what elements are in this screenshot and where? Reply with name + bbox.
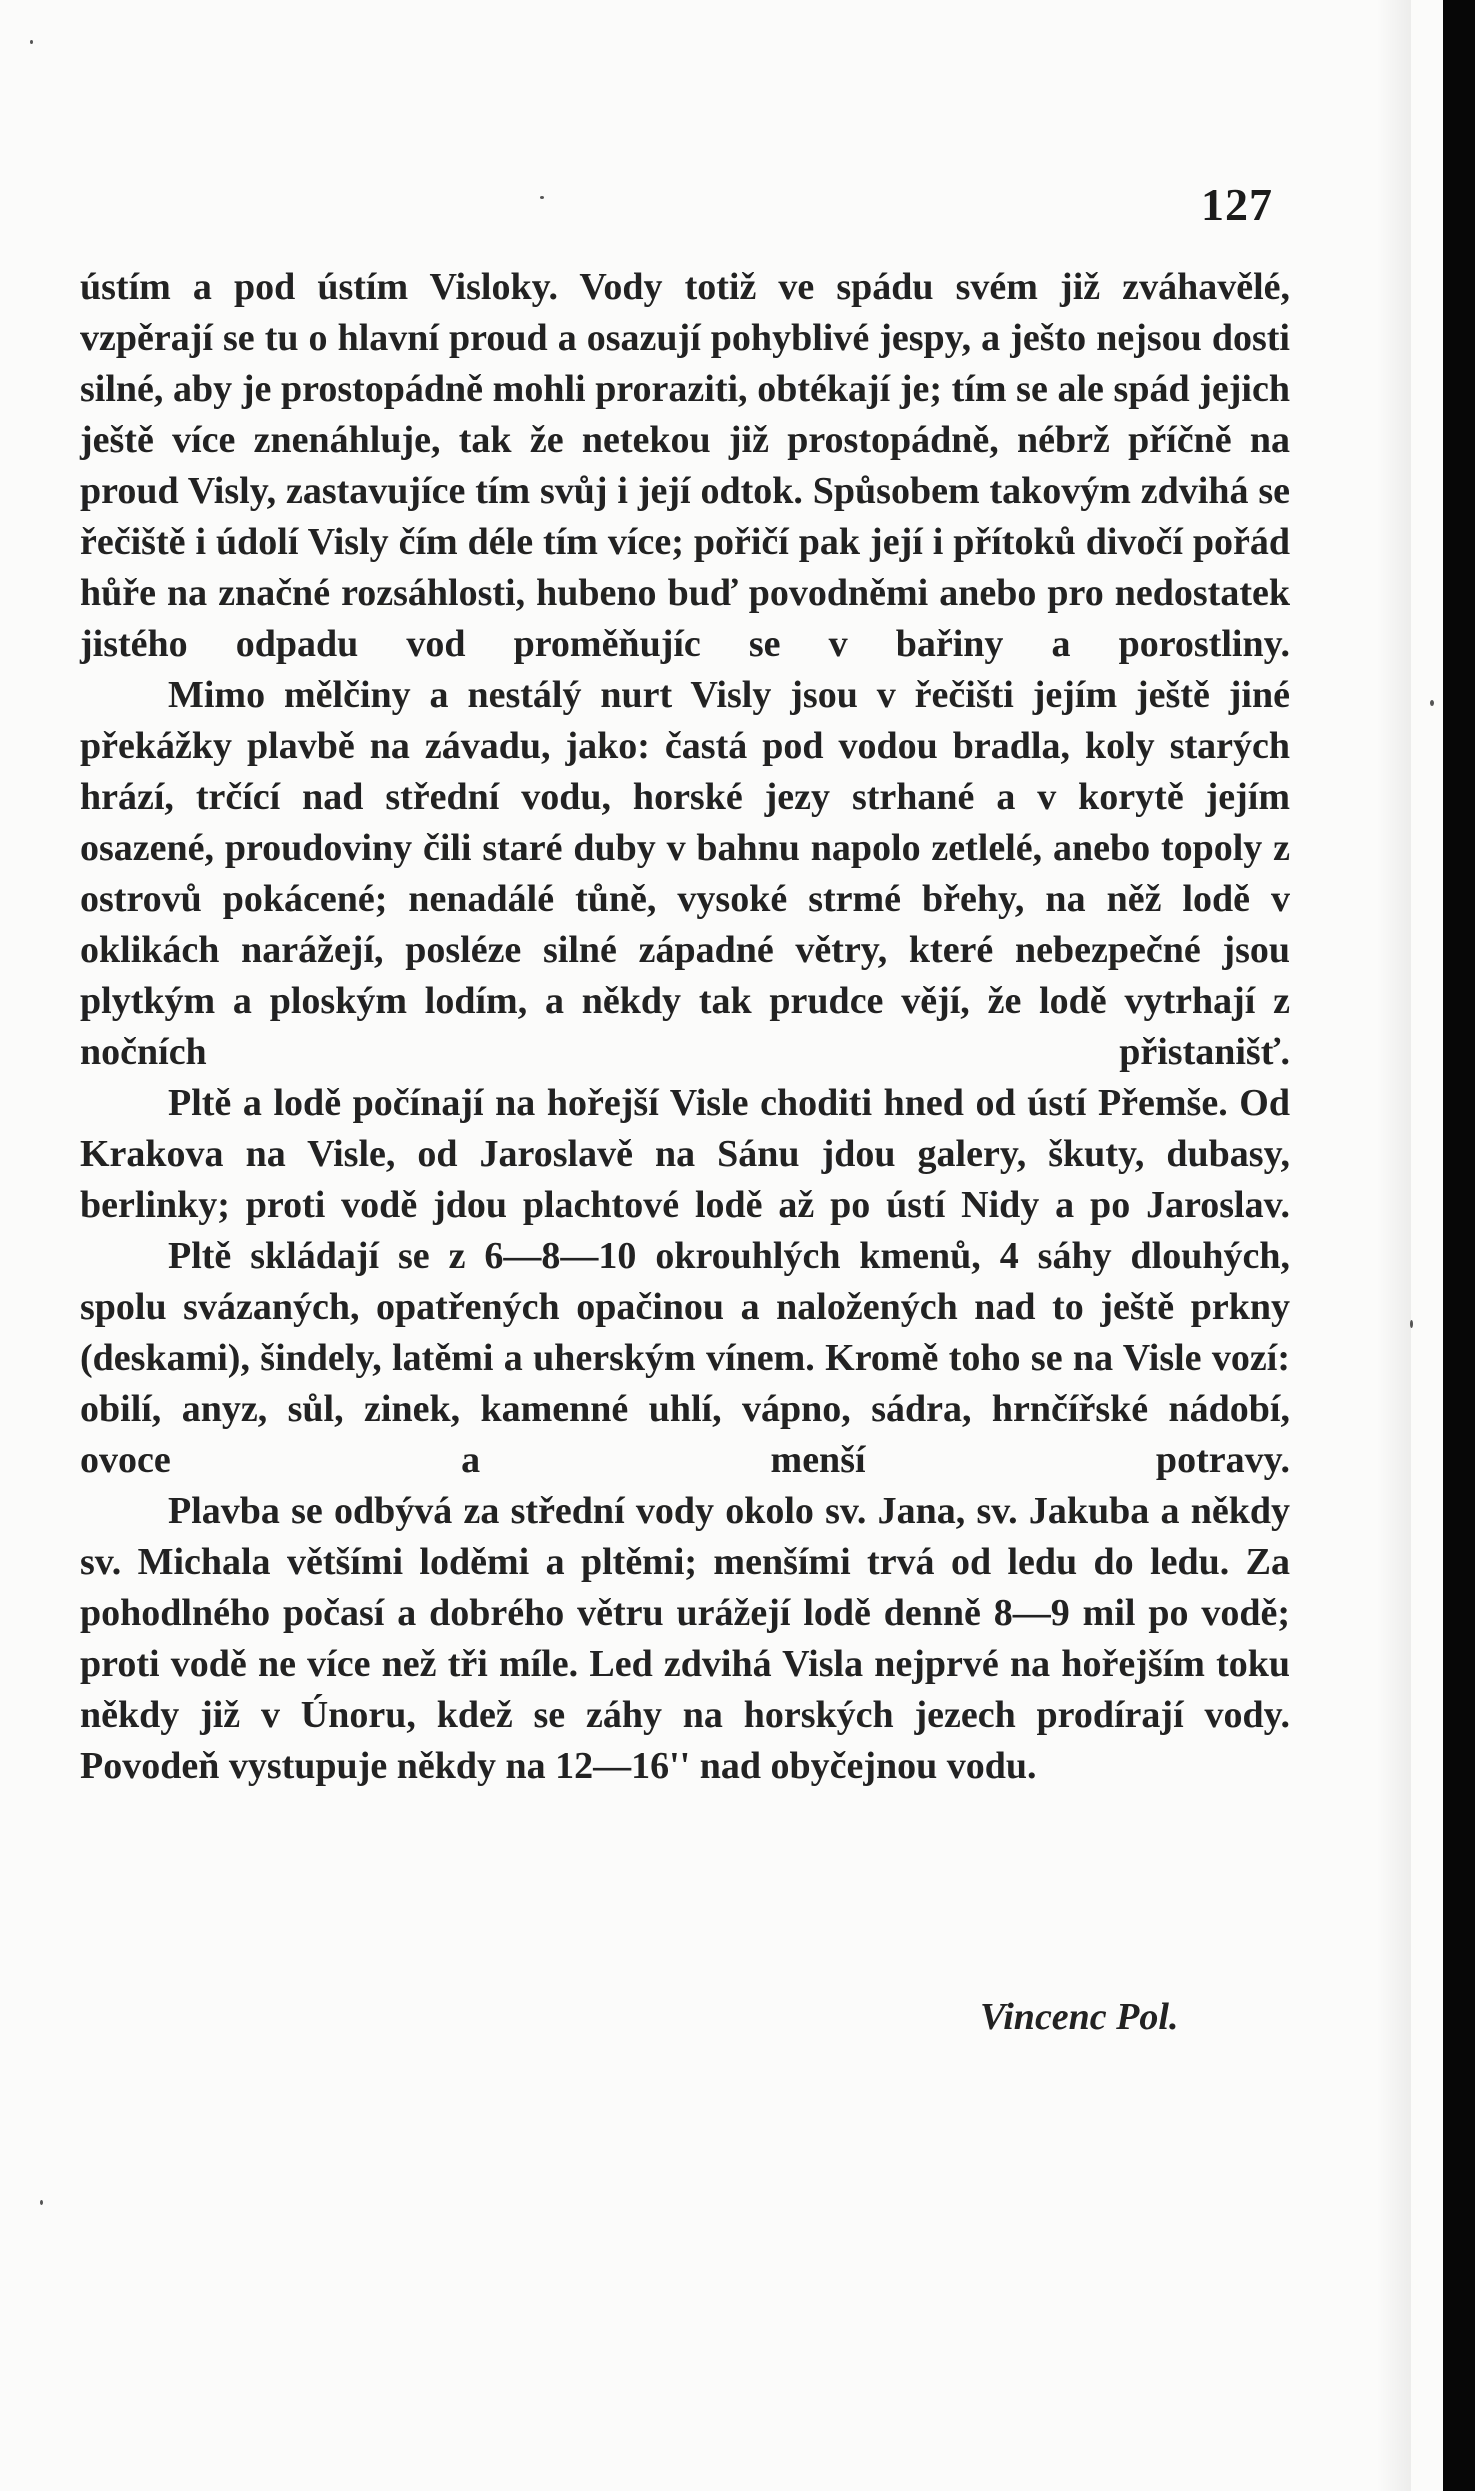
scan-edge-border	[1443, 0, 1475, 2491]
dust-speck	[540, 196, 544, 199]
page-number: 127	[1201, 179, 1273, 230]
body-text	[80, 262, 1290, 1792]
paragraph-4: Pltě skládají se z 6—8—10 okrouhlých kmenů, 4 sáhy dlouhých, spolu svázaných, opatřených opačinou a naložených nad to ještě prkny (deskami), šindely, latěmi a uherským vínem. Kromě toho se na Visle vozí: obilí, anyz, sůl, zinek, kamenné uhlí, vápno, sádra, hrnčířské nádobí, ovoce a menší potravy.	[80, 1235, 1290, 1481]
dust-speck	[40, 2200, 43, 2205]
page-edge-shadow	[1377, 0, 1411, 2491]
dust-speck	[1410, 1320, 1413, 1328]
paragraph-3: Pltě a lodě počínají na hořejší Visle choditi hned od ústí Přemše. Od Krakova na Visle, od Jaroslavě na Sánu jdou galery, škuty, dubasy, berlinky; proti vodě jdou plachtové lodě až po ústí Nidy a po Jaroslav.	[80, 1082, 1290, 1226]
author-signature: Vincenc Pol.	[980, 1996, 1179, 2038]
dust-speck	[1430, 700, 1434, 706]
dust-speck	[30, 40, 33, 44]
paragraph-1: ústím a pod ústím Visloky. Vody totiž ve spádu svém již zváhavělé, vzpěrají se tu o hlavní proud a osazují pohyblivé jespy, a ješto nejsou dosti silné, aby je prostopádně mohli proraziti, obtékají je; tím se ale spád jejich ještě více znenáhluje, tak že netekou již prostopádně, nébrž příčně na proud Visly, zastavujíce tím svůj i její odtok. Spůsobem takovým zdvihá se řečiště i údolí Visly čím déle tím více; pořičí pak její i přítoků divočí pořád hůře na značné rozsáhlosti, hubeno buď povodněmi anebo pro nedostatek jistého odpadu vod proměňujíc se v bařiny a porostliny.	[80, 266, 1290, 665]
paragraph-5: Plavba se odbývá za střední vody okolo sv. Jana, sv. Jakuba a někdy sv. Michala většími loděmi a pltěmi; menšími trvá od ledu do ledu. Za pohodlného počasí a dobrého větru urážejí lodě denně 8—9 mil po vodě; proti vodě ne více než tři míle. Led zdvihá Visla nejprvé na hořejším toku někdy již v Únoru, kdež se záhy na horských jezech prodírají vody. Povodeň vystupuje někdy na 12—16'' nad obyčejnou vodu.	[80, 1490, 1290, 1787]
paragraph-2: Mimo mělčiny a nestálý nurt Visly jsou v řečišti jejím ještě jiné překážky plavbě na závadu, jako: častá pod vodou bradla, koly starých hrází, trčící nad střední vodu, horské jezy strhané a v korytě jejím osazené, proudoviny čili staré duby v bahnu napolo zetlelé, anebo topoly z ostrovů pokácené; nenadálé tůně, vysoké strmé břehy, na něž lodě v oklikách narážejí, posléze silné západné větry, které nebezpečné jsou plytkým a ploským lodím, a někdy tak prudce vějí, že lodě vytrhají z nočních přistanišť.	[80, 674, 1290, 1073]
